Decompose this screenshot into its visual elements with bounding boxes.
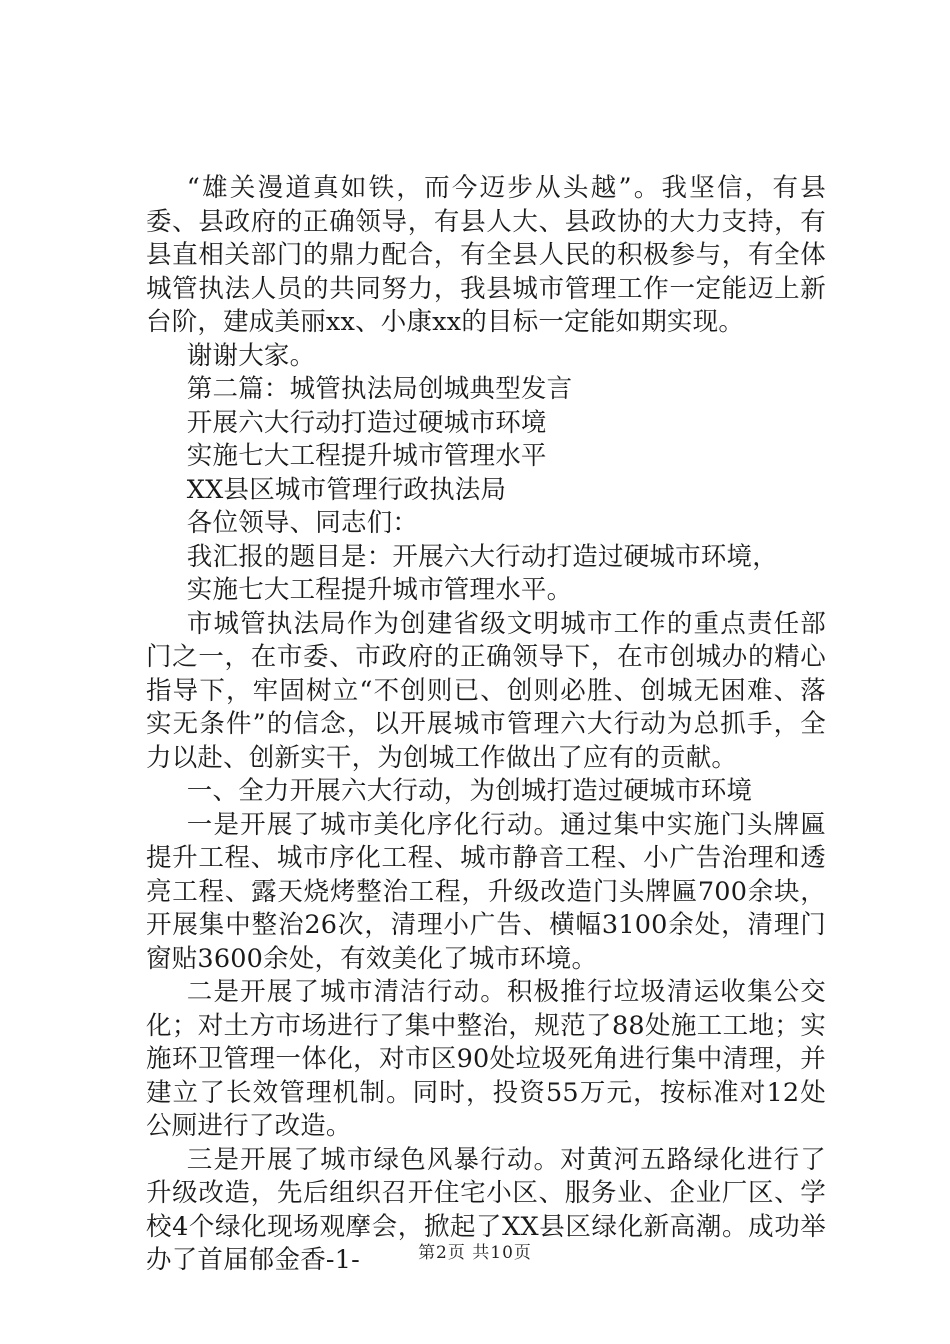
paragraph-intro: 市城管执法局作为创建省级文明城市工作的重点责任部门之一，在市委、市政府的正确领导下，在市创城办的精心指导下，牢固树立“不创则已、创则必胜、创城无困难、落实无条件”的信念，以开展城市管理六大行动为总抓手，全力以赴、创新实干，为创城工作做出了应有的贡献。	[146, 608, 826, 773]
subtitle-line-2: 实施七大工程提升城市管理水平	[186, 441, 547, 471]
salutation: 各位领导、同志们：	[186, 508, 419, 538]
organization-name: XX县区城市管理行政执法局	[186, 474, 507, 505]
document-body	[146, 172, 826, 1278]
subtitle-line-1: 开展六大行动打造过硬城市环境	[186, 407, 547, 438]
paragraph-thanks: 谢谢大家。	[186, 340, 316, 371]
paragraph-closing-quote: “雄关漫道真如铁，而今迈步从头越”。我坚信，有县委、县政府的正确领导，有县人大、县政协的大力支持，有县直相关部门的鼎力配合，有全县人民的积极参与，有全体城管执法人员的共同努力，我县城市管理工作一定能迈上新台阶，建成美丽xx、小康xx的目标一定能如期实现。	[146, 173, 826, 337]
paragraph-action-one: 一是开展了城市美化序化行动。通过集中实施门头牌匾提升工程、城市序化工程、城市静音工程、小广告治理和透亮工程、露天烧烤整治工程，升级改造门头牌匾700余块，开展集中整治26次，清理小广告、横幅3100余处，清理门窗贴3600余处，有效美化了城市环境。	[146, 809, 826, 974]
paragraph-action-two: 二是开展了城市清洁行动。积极推行垃圾清运收集公交化；对土方市场进行了集中整治，规范了88处施工工地；实施环卫管理一体化，对市区90处垃圾死角进行集中清理，并建立了长效管理机制。同时，投资55万元，按标准对12处公厕进行了改造。	[146, 977, 826, 1141]
section-title: 第二篇：城管执法局创城典型发言	[186, 374, 573, 404]
page-number-footer: 第2页 共10页	[418, 1243, 532, 1263]
report-topic-line-1: 我汇报的题目是：开展六大行动打造过硬城市环境，	[186, 541, 778, 572]
paragraph-action-three: 三是开展了城市绿色风暴行动。对黄河五路绿化进行了升级改造，先后组织召开住宅小区、服务业、企业厂区、学校4个绿化现场观摩会，掀起了XX县区绿化新高潮。成功举办了首届郁金香-1-	[146, 1144, 826, 1275]
report-topic-line-2: 实施七大工程提升城市管理水平。	[186, 575, 573, 605]
heading-part-one: 一、全力开展六大行动，为创城打造过硬城市环境	[186, 776, 753, 806]
